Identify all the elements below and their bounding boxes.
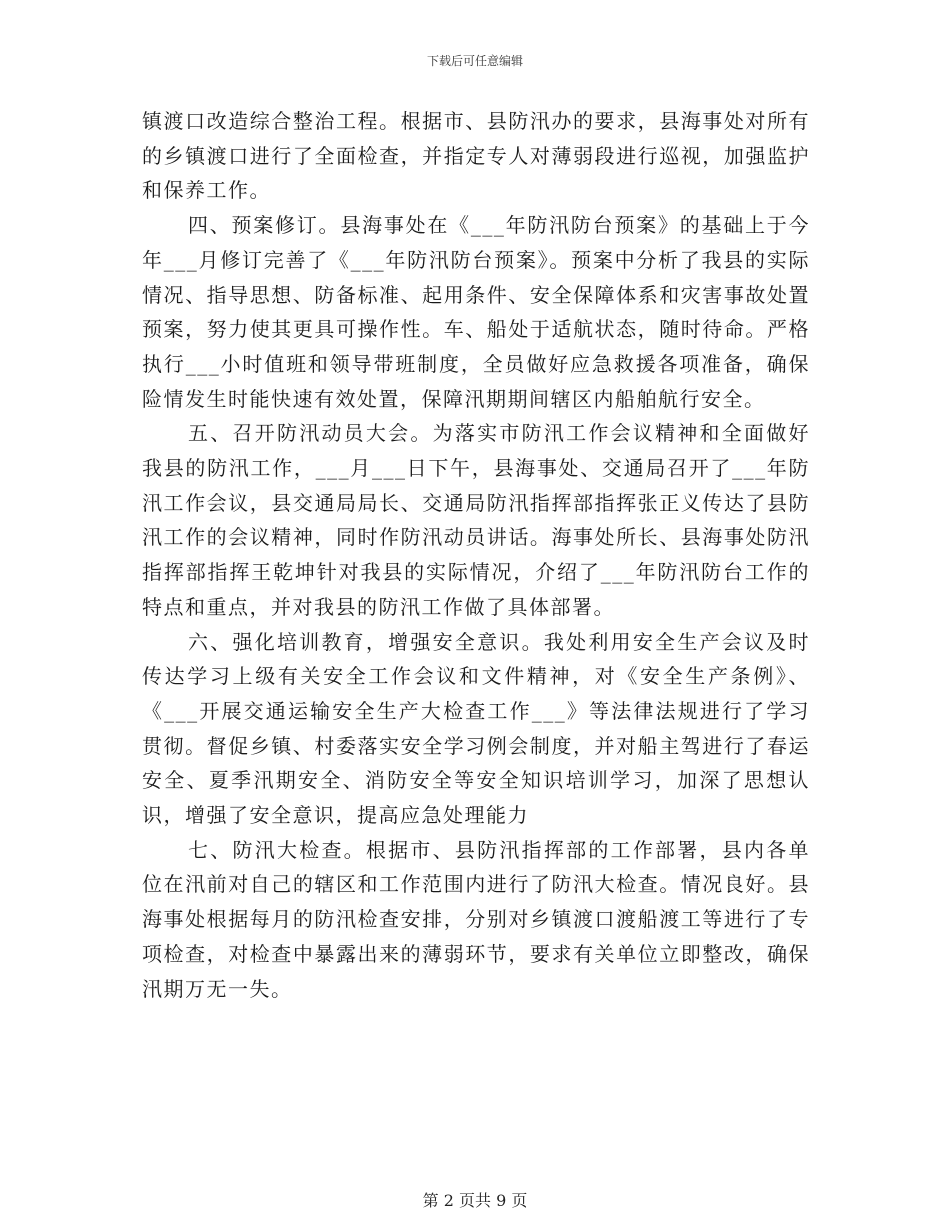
paragraph-flood-inspection: 七、防汛大检查。根据市、县防汛指挥部的工作部署，县内各单位在汛前对自己的辖区和工作范围内进行了防汛大检查。情况良好。县海事处根据每月的防汛检查安排，分别对乡镇渡口渡船渡工等进行了专项检查，对检查中暴露出来的薄弱环节，要求有关单位立即整改，确保汛期万无一失。 [142,837,810,1001]
page-number-footer: 第 2 页共 9 页 [422,1191,528,1210]
paragraph: 镇渡口改造综合整治工程。根据市、县防汛办的要求，县海事处对所有的乡镇渡口进行了全面检查，并指定专人对薄弱段进行巡视，加强监护和保养工作。 [142,109,810,203]
paragraph-mobilization-meeting: 五、召开防汛动员大会。为落实市防汛工作会议精神和全面做好我县的防汛工作，___月___日下午，县海事处、交通局召开了___年防汛工作会议，县交通局局长、交通局防汛指挥部指挥张正义传达了县防汛工作的会议精神，同时作防汛动员讲话。海事处所长、县海事处防汛指挥部指挥王乾坤针对我县的实际情况，介绍了___年防汛防台工作的特点和重点，并对我县的防汛工作做了具体部署。 [142,421,810,619]
document-body [142,104,810,1006]
page-header: 下载后可任意编辑 [426,54,523,68]
paragraph-plan-revision: 四、预案修订。县海事处在《___年防汛防台预案》的基础上于今年___月修订完善了《___年防汛防台预案》。预案中分析了我县的实际情况、指导思想、防备标准、起用条件、安全保障体系和灾害事故处置预案，努力使其更具可操作性。车、船处于适航状态，随时待命。严格执行___小时值班和领导带班制度，全员做好应急救援各项准备，确保险情发生时能快速有效处置，保障汛期期间辖区内船舶航行安全。 [142,213,810,411]
paragraph-training-education: 六、强化培训教育，增强安全意识。我处利用安全生产会议及时传达学习上级有关安全工作会议和文件精神，对《安全生产条例》、《___开展交通运输安全生产大检查工作___》等法律法规进行了学习贯彻。督促乡镇、村委落实安全学习例会制度，并对船主驾进行了春运安全、夏季汛期安全、消防安全等安全知识培训学习，加深了思想认识，增强了安全意识，提高应急处理能力 [142,629,810,828]
